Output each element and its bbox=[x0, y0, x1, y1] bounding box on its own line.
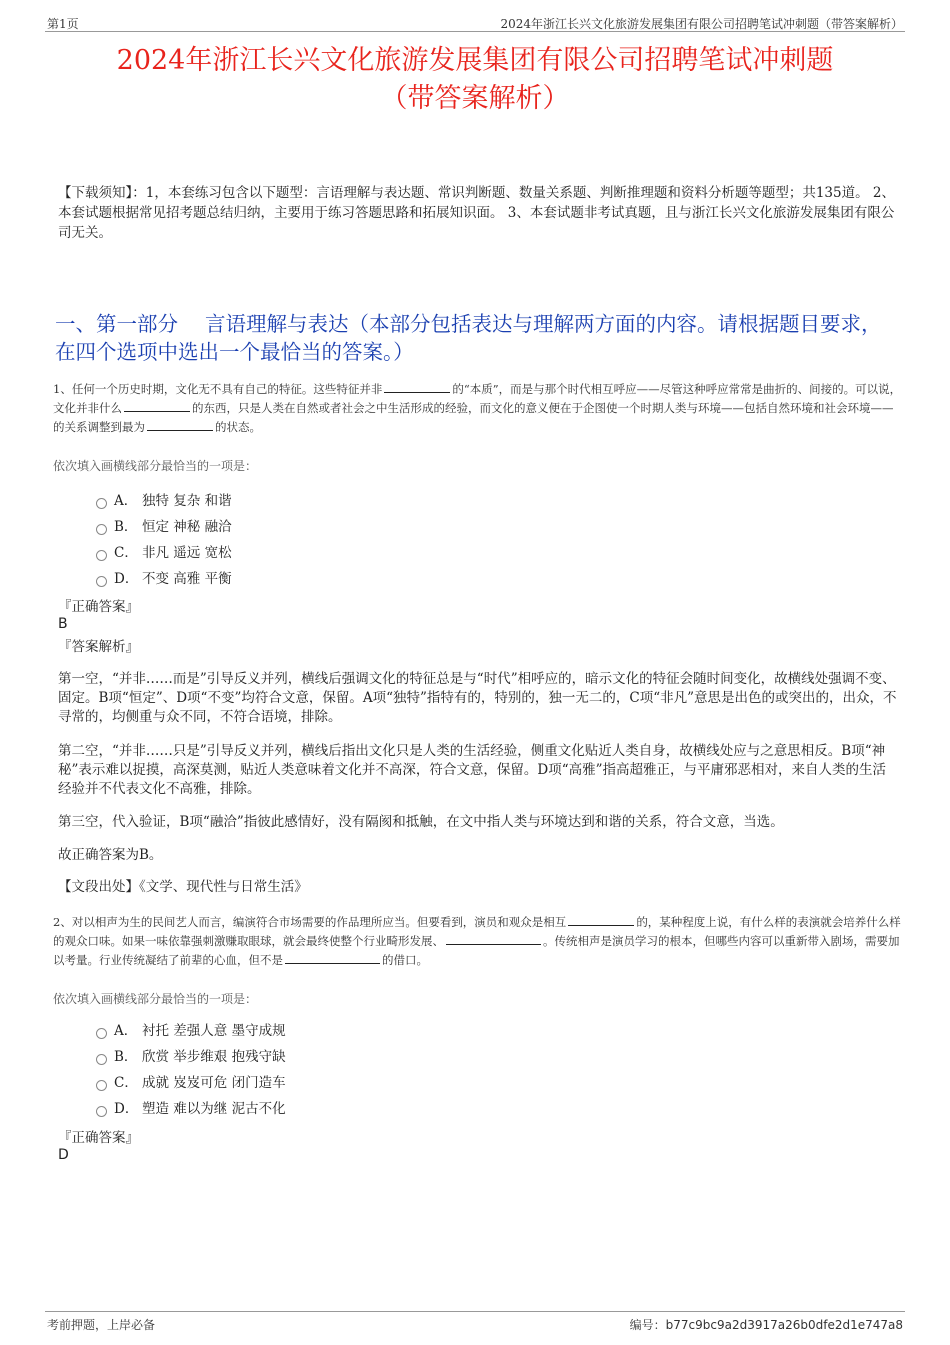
question-2-part-3: 。传统相声是演员学习的根本，但哪些内容可以重新带入剧场，需要加以考量。行业传统凝结了前辈的心血，但不是 bbox=[53, 934, 900, 967]
header-doc-title: 2024年浙江长兴文化旅游发展集团有限公司招聘笔试冲刺题（带答案解析） bbox=[500, 17, 903, 31]
footer-code-label: 编号： bbox=[629, 1318, 666, 1332]
page-header bbox=[45, 14, 905, 32]
question-2-answer-label: 『正确答案』 bbox=[58, 1130, 139, 1146]
question-2-option-d[interactable]: D． 塑造 难以为继 泥古不化 bbox=[96, 1099, 286, 1119]
question-2-part-2: 的，某种程度上说，有什么样的表演就会培养什么样的观众口味。如果一味依靠强刺激赚取眼球，就会最终使整个行业畸形发展、 bbox=[53, 915, 901, 948]
analysis-conclusion: 故正确答案为B。 bbox=[58, 847, 163, 863]
question-1-option-d[interactable]: D． 不变 高雅 平衡 bbox=[96, 569, 232, 589]
footer-slogan: 考前押题，上岸必备 bbox=[47, 1318, 156, 1332]
footer-code-value: b77c9bc9a2d3917a26b0dfe2d1e747a8 bbox=[665, 1318, 903, 1332]
question-1-option-c[interactable]: C． 非凡 遥远 宽松 bbox=[96, 543, 232, 563]
question-1-analysis-label: 『答案解析』 bbox=[58, 639, 139, 655]
title-line-2: （带答案解析） bbox=[380, 83, 570, 114]
fill-blank bbox=[147, 418, 213, 431]
question-2-option-c[interactable]: C． 成就 岌岌可危 闭门造车 bbox=[96, 1073, 286, 1093]
fill-blank bbox=[124, 399, 190, 412]
radio-icon[interactable] bbox=[96, 498, 107, 509]
radio-icon[interactable] bbox=[96, 1106, 107, 1117]
question-1-part-2: 的“本质”，而是与那个时代相互呼应——尽管这种呼应常常是曲折的、间接的。可以说，文化并非什么 bbox=[53, 382, 902, 415]
question-2-option-a[interactable]: A． 衬托 差强人意 墨守成规 bbox=[96, 1021, 286, 1041]
question-2-prompt: 依次填入画横线部分最恰当的一项是： bbox=[53, 992, 258, 1006]
question-1-part-1: 1、任何一个历史时期，文化无不具有自己的特征。这些特征并非 bbox=[53, 382, 383, 396]
question-1-option-b[interactable]: B． 恒定 神秘 融洽 bbox=[96, 517, 232, 537]
question-1-answer-label: 『正确答案』 bbox=[58, 599, 139, 615]
radio-icon[interactable] bbox=[96, 576, 107, 587]
fill-blank bbox=[384, 380, 450, 393]
question-1-text bbox=[53, 380, 902, 437]
fill-blank bbox=[446, 932, 541, 945]
radio-icon[interactable] bbox=[96, 1028, 107, 1039]
radio-icon[interactable] bbox=[96, 1080, 107, 1091]
radio-icon[interactable] bbox=[96, 524, 107, 535]
section-heading: 一、第一部分 言语理解与表达（本部分包括表达与理解两方面的内容。请根据题目要求，在四个选项中选出一个最恰当的答案。） bbox=[55, 312, 882, 364]
page-title bbox=[0, 42, 950, 118]
footer-code bbox=[630, 1316, 903, 1333]
question-1-part-3: 的东西，只是人类在自然或者社会之中生活形成的经验，而文化的意义便在于企图使一个时期人类与环境——包括自然环境和社会环境——的关系调整到最为 bbox=[53, 401, 894, 434]
analysis-paragraph-1: 第一空，“并非……而是”引导反义并列，横线后强调文化的特征总是与“时代”相呼应的，暗示文化的特征会随时间变化，故横线处强调不变、固定。B项“恒定”、D项“不变”均符合文意，保留。A项“独特”指特有的，特别的，独一无二的，C项“非凡”意思是出色的或突出的，出众，不寻常的，均侧重与众不同，不符合语境，排除。 bbox=[58, 671, 897, 725]
question-1-source: 【文段出处】《文学、现代性与日常生活》 bbox=[58, 879, 308, 895]
question-2-part-1: 2、对以相声为生的民间艺人而言，编演符合市场需要的作品理所应当。但要看到，演员和观众是相互 bbox=[53, 915, 567, 929]
page-footer bbox=[45, 1311, 905, 1331]
question-1-prompt: 依次填入画横线部分最恰当的一项是： bbox=[53, 459, 258, 473]
analysis-paragraph-3: 第三空，代入验证，B项“融洽”指彼此感情好，没有隔阂和抵触，在文中指人类与环境达到和谐的关系，符合文意，当选。 bbox=[58, 814, 784, 830]
radio-icon[interactable] bbox=[96, 1054, 107, 1065]
question-2-text bbox=[53, 913, 902, 970]
question-1-option-a[interactable]: A． 独特 复杂 和谐 bbox=[96, 491, 232, 511]
title-line-1: 2024年浙江长兴文化旅游发展集团有限公司招聘笔试冲刺题 bbox=[116, 45, 834, 76]
analysis-paragraph-2: 第二空，“并非……只是”引导反义并列，横线后指出文化只是人类的生活经验，侧重文化贴近人类自身，故横线处应与之意思相反。B项“神秘”表示难以捉摸，高深莫测，贴近人类意味着文化并不高深，符合文意，保留。D项“高雅”指高超雅正，与平庸邪恶相对，来自人类的生活经验并不代表文化不高雅，排除。 bbox=[58, 743, 887, 797]
fill-blank bbox=[568, 913, 634, 926]
page-number: 第1页 bbox=[47, 17, 79, 31]
question-2-answer: D bbox=[58, 1147, 69, 1163]
download-notice: 【下载须知】：1，本套练习包含以下题型：言语理解与表达题、常识判断题、数量关系题、判断推理题和资料分析题等题型；共135道。 2、本套试题根据常见招考题总结归纳，主要用于练习答题思路和拓展知识面。 3、本套试题非考试真题，且与浙江长兴文化旅游发展集团有限公司无关。 bbox=[58, 185, 895, 241]
question-2-part-4: 的借口。 bbox=[382, 953, 428, 967]
radio-icon[interactable] bbox=[96, 550, 107, 561]
question-2-option-b[interactable]: B． 欣赏 举步维艰 抱残守缺 bbox=[96, 1047, 286, 1067]
question-1-part-4: 的状态。 bbox=[215, 420, 261, 434]
question-1-answer: B bbox=[58, 616, 68, 632]
fill-blank bbox=[285, 951, 380, 964]
